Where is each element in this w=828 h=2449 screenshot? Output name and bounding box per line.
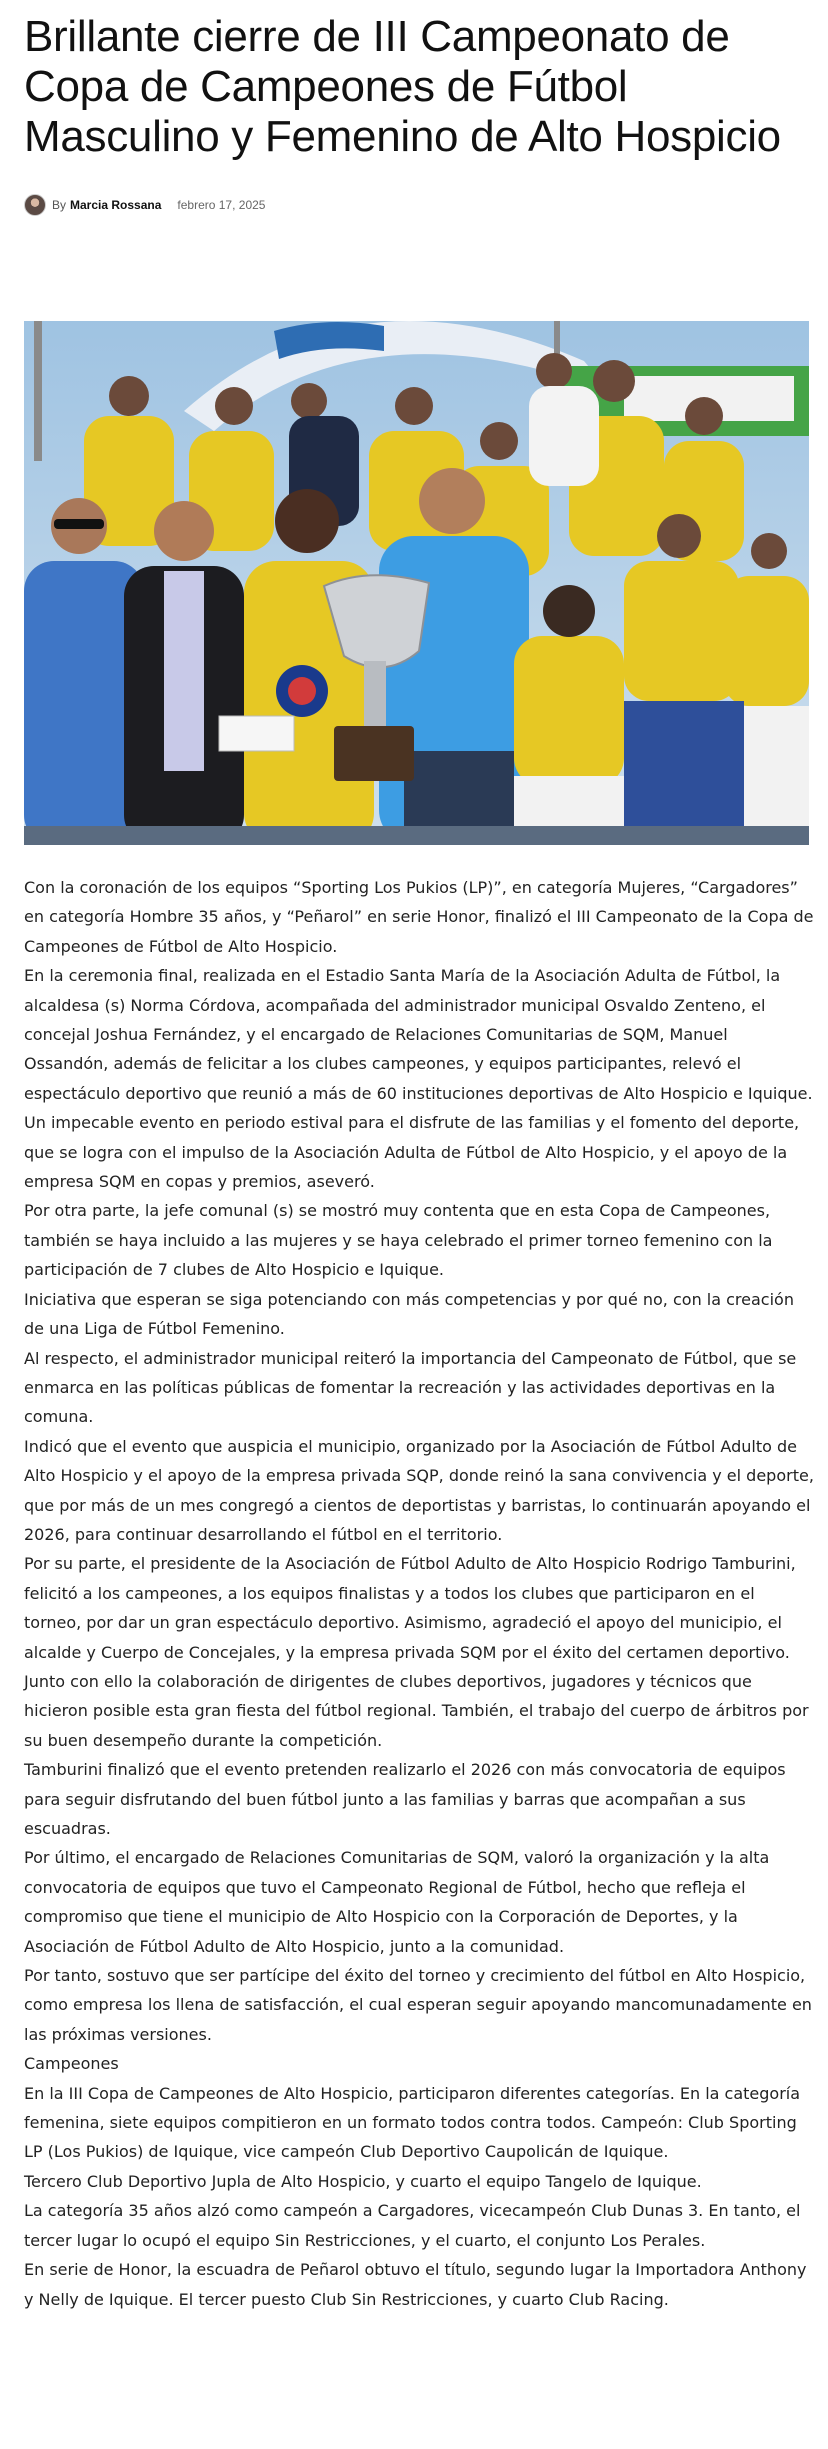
paragraph: Iniciativa que esperan se siga potenciando con más competencias y por qué no, con la creación de una Liga de Fútbol Femenino. [24,1289,794,1339]
article-meta [24,193,265,217]
paragraph: Un impecable evento en periodo estival para el disfrute de las familias y el fomento del deporte, que se logra con el impulso de la Asociación Adulta de Fútbol de Alto Hospicio, y el apoyo de la empresa SQM en copas y premios, aseveró. [24,1113,800,1192]
paragraph: Tamburini finalizó que el evento pretenden realizarlo el 2026 con más convocatoria de equipos para seguir disfrutando del buen fútbol junto a las familias y barras que acompañan a sus escuadras. [24,1760,786,1838]
paragraph: Indicó que el evento que auspicia el municipio, organizado por la Asociación de Fútbol Adulto de Alto Hospicio y el apoyo de la empresa privada SQP, donde reinó la sana convivencia y el deporte, que por más de un mes congregó a cientos de deportistas y barristas, lo continuarán apoyando el 2026, para continuar desarrollando el fútbol en el territorio. [24,1436,814,1544]
article-title: Brillante cierre de III Campeonato de Copa de Campeones de Fútbol Masculino y Femenino de Alto Hospicio [24,12,781,161]
paragraph: Al respecto, el administrador municipal reiteró la importancia del Campeonato de Fútbol, que se enmarca en las políticas públicas de fomentar la recreación y las actividades deportivas en la comuna. [24,1348,797,1427]
paragraph: Por último, el encargado de Relaciones Comunitarias de SQM, valoró la organización y la alta convocatoria de equipos que tuvo el Campeonato Regional de Fútbol, hecho que refleja el compromiso que tiene el municipio de Alto Hospicio con la Corporación de Deportes, y la Asociación de Fútbol Adulto de Alto Hospicio, junto a la comunidad. [24,1848,770,1956]
paragraph: Por otra parte, la jefe comunal (s) se mostró muy contenta que en esta Copa de Campeones, también se haya incluido a las mujeres y se haya celebrado el primer torneo femenino con la participación de 7 clubes de Alto Hospicio e Iquique. [24,1201,773,1280]
paragraph: Tercero Club Deportivo Jupla de Alto Hospicio, y cuarto el equipo Tangelo de Iquique. [24,2171,702,2191]
paragraph: Por tanto, sostuvo que ser partícipe del éxito del torneo y crecimiento del fútbol en Alto Hospicio, como empresa los llena de satisfacción, el cual esperan seguir apoyando mancomunadamente en las próximas versiones. [24,1966,812,2044]
author-avatar[interactable] [24,194,46,216]
section-heading-campeones: Campeones [24,2054,119,2074]
article-body [24,873,814,2314]
paragraph: Con la coronación de los equipos “Sporting Los Pukios (LP)”, en categoría Mujeres, “Cargadores” en categoría Hombre 35 años, y “Peñarol” en serie Honor, finalizó el III Campeonato de la Copa de Campeones de Fútbol de Alto Hospicio. [24,878,814,956]
paragraph: Por su parte, el presidente de la Asociación de Fútbol Adulto de Alto Hospicio Rodrigo Tamburini, felicitó a los campeones, a los equipos finalistas y a todos los clubes que participaron en el torneo, por dar un gran espectáculo deportivo. Asimismo, agradeció el apoyo del municipio, el alcalde y Cuerpo de Concejales, y la empresa privada SQM por el éxito del certamen deportivo. Junto con ello la colaboración de dirigentes de clubes deportivos, jugadores y técnicos que hicieron posible esta gran fiesta del fútbol regional. También, el trabajo del cuerpo de árbitros por su buen desempeño durante la competición. [24,1554,809,1750]
team-photo-illustration [24,321,809,845]
publish-date: febrero 17, 2025 [177,198,266,212]
paragraph: La categoría 35 años alzó como campeón a Cargadores, vicecampeón Club Dunas 3. En tanto, el tercer lugar lo ocupó el equipo Sin Restricciones, y el cuarto, el conjunto Los Perales. [24,2201,801,2250]
author-link[interactable]: Marcia Rossana [70,198,162,212]
paragraph: En la ceremonia final, realizada en el Estadio Santa María de la Asociación Adulta de Fútbol, la alcaldesa (s) Norma Córdova, acompañada del administrador municipal Osvaldo Zenteno, el concejal Joshua Fernández, y el encargado de Relaciones Comunitarias de SQM, Manuel Ossandón, además de felicitar a los clubes campeones, y equipos participantes, relevó el espectáculo deportivo que reunió a más de 60 instituciones deportivas de Alto Hospicio e Iquique. [24,966,813,1103]
paragraph: En la III Copa de Campeones de Alto Hospicio, participaron diferentes categorías. En la categoría femenina, siete equipos compitieron en un formato todos contra todos. Campeón: Club Sporting LP (Los Pukios) de Iquique, vice campeón Club Deportivo Caupolicán de Iquique. [24,2083,801,2162]
paragraph: En serie de Honor, la escuadra de Peñarol obtuvo el título, segundo lugar la Importadora Anthony y Nelly de Iquique. El tercer puesto Club Sin Restricciones, y cuarto Club Racing. [24,2260,807,2309]
by-label: By [52,198,67,212]
featured-photo [24,321,809,845]
